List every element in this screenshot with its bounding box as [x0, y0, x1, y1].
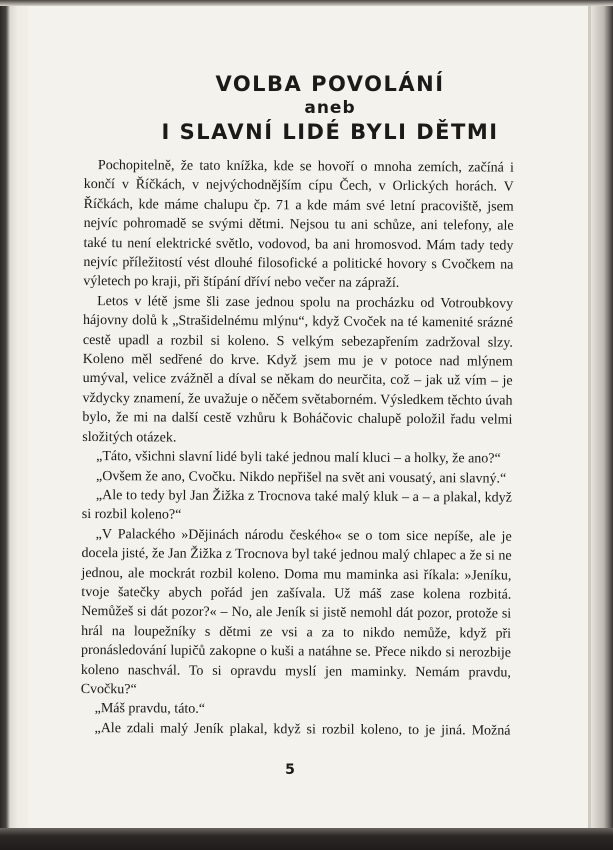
body-text — [80, 156, 514, 741]
paragraph: Pochopitelně, že tato knížka, kde se hovoří o mnoha zemích, začíná i končí v Říčkách, v nejvýchodnějším cípu Čech, v Orlických horách. V Říčkách, kde máme chalupu čp. 71 a kde mám své letní pracoviště, jsem nejvíc pohromadě se svými dětmi. Nejsou tu ani schůze, ani telefony, ale také tu není elektrické světlo, vodovod, ba ani hromosvod. Mám tady tedy nejvíc příležitostí vést dlouhé filosofické a politické hovory s Cvočkem na výletech po kraji, při štípání dříví nebo večer na zápraží. — [83, 158, 514, 292]
chapter-subtitle: I SLAVNÍ LIDÉ BYLI DĚTMI — [161, 120, 499, 144]
paragraph: „Ovšem že ano, Cvočku. Nikdo nepřišel na svět ani vousatý, ani slavný.“ — [95, 468, 507, 487]
page-top-edge — [0, 0, 613, 6]
page-number: 5 — [285, 762, 295, 778]
paragraph: „Táto, všichni slavní lidé byli také jednou malí kluci – a holky, že ano?“ — [96, 449, 501, 467]
page-bottom-edge — [0, 828, 613, 850]
paragraph: „Ale to tedy byl Jan Žižka z Trocnova také malý kluk – a – a plakal, když si rozbil koleno?“ — [81, 487, 512, 523]
chapter-title-conjunction: aneb — [304, 98, 356, 118]
paragraph: „Ale zdali malý Jeník plakal, když si rozbil koleno, to je jiná. Možná — [94, 720, 511, 739]
paragraph: „Máš pravdu, táto.“ — [94, 701, 206, 718]
paragraph: Letos v létě jsme šli zase jednou spolu na procházku od Votroubkovy hájovny dolů k „Strašidelnému mlýnu“, když Cvoček na té kamenité srázné cestě upadl a rozbil si koleno. S velkým sebezapřením zadržoval slzy. Koleno měl sedřené do krve. Když jsem mu je v potoce nad mlýnem umýval, velice zvážněl a díval se někam do neurčita, což – jak už vím – je vždycky znamení, že uvažuje o něčem světaborném. Výsledkem těchto úvah bylo, že mi na další cestě vzhůru k Boháčovic chalupě položil řadu velmi složitých otázek. — [82, 293, 514, 446]
chapter-title: VOLBA POVOLÁNÍ — [215, 72, 445, 96]
paragraph: „V Palackého »Dějinách národu českého« se o tom sice nepíše, ale je docela jisté, že Jan Žižka z Trocnova byl také jednou malý chlapec a že si ne jednou, ale mockrát rozbil koleno. Doma mu maminka asi říkala: »Jeníku, tvoje šatečky abych pořád jen zašívala. Už máš zase kolena rozbitá. Nemůžeš si dát pozor?« – No, ale Jeník si jistě nemohl dát pozor, protože si hrál na loupežníky s dětmi ze vsi a za to nikdo nemůže, když při pronásledování lupičů zakopne o kuši a natáhne se. Přece nikdo si nerozbije koleno naschvál. To si opravdu myslí jen maminky. Nemám pravdu, Cvočku?“ — [80, 526, 512, 698]
